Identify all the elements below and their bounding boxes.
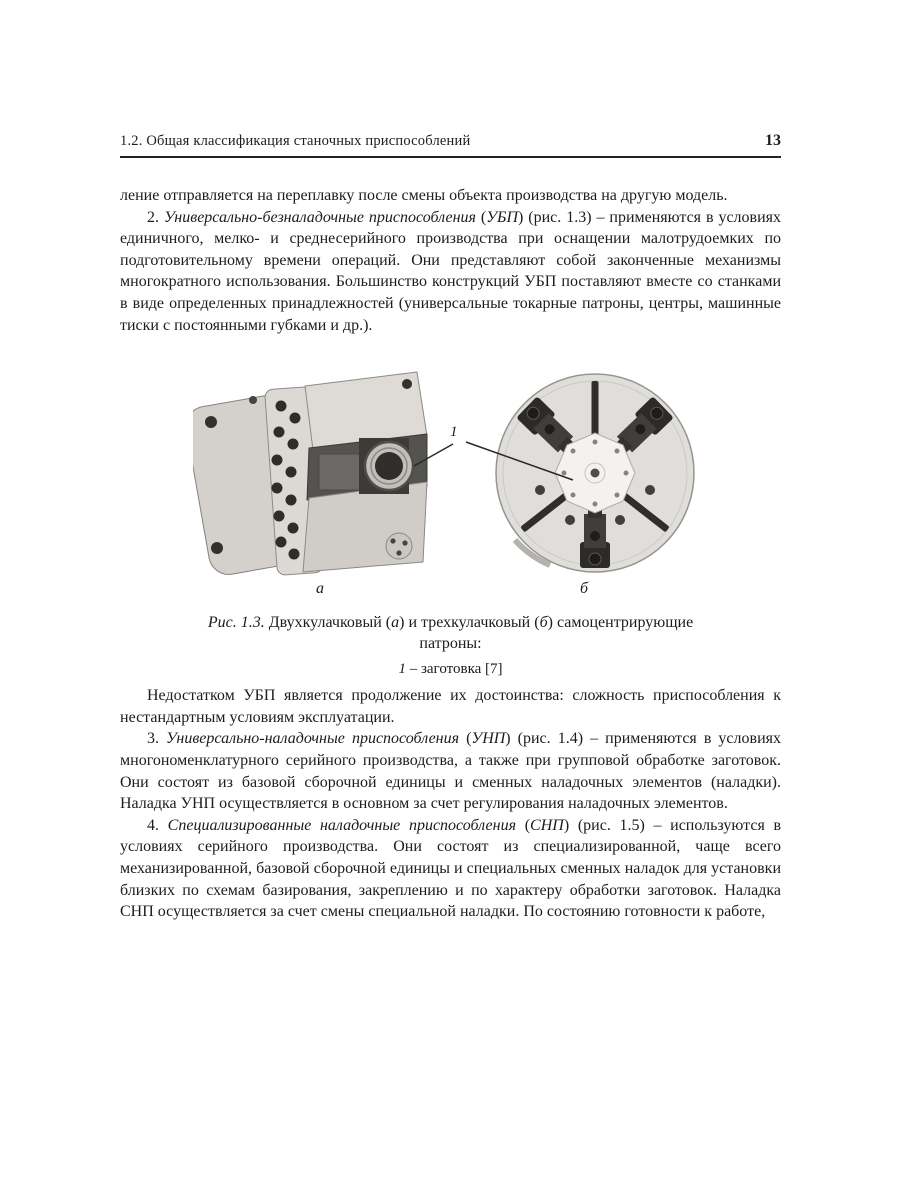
text-run: ) и трехкулачковый ( [399, 614, 540, 632]
text-run: 2. [147, 208, 164, 226]
text-run: 1 [398, 661, 406, 678]
callout-1-label: 1 [450, 424, 458, 441]
text-run: ( [516, 816, 531, 834]
paragraph [120, 207, 781, 337]
text-run: б [539, 614, 548, 632]
figure-caption [191, 612, 711, 654]
figure-caption-block [120, 612, 781, 679]
text-run: Специализированные наладочные приспособления [167, 816, 517, 834]
page-header [120, 132, 781, 158]
text-run: ление отправляется на переплавку после смены объекта производства на другую модель. [120, 187, 728, 204]
text-run: Рис. 1.3. [207, 614, 265, 632]
figure-1-3 [120, 370, 781, 679]
text-run: ( [459, 730, 472, 748]
text-run: УНП [471, 730, 506, 748]
text-run: ( [476, 208, 487, 226]
page-number: 13 [765, 132, 781, 149]
text-run: Универсально-безналадочные приспособления [163, 208, 476, 226]
two-jaw-chuck-photo [193, 370, 433, 582]
figure-label-b: б [580, 580, 589, 598]
body-text-bottom [120, 685, 781, 923]
text-run: Недостатком УБП является продолжение их достоинства: сложность приспособления к нестандартным условиям эксплуатации. [120, 687, 781, 726]
text-run: 4. [147, 816, 168, 834]
text-run: ) самоцентрирующие патроны: [419, 614, 694, 653]
paragraph [120, 815, 781, 923]
text-run: СНП [530, 816, 564, 834]
text-run: УБП [486, 208, 519, 226]
text-run: а [391, 614, 400, 632]
text-run: 3. [147, 730, 167, 748]
paragraph [120, 685, 781, 728]
figure-label-a: а [316, 580, 324, 598]
paragraph [120, 185, 781, 207]
figure-images [120, 370, 781, 606]
text-run: ) (рис. 1.5) – используются в условиях серийного производства. Они состоят из специализированной, чаще всего механизированной, базовой сборочной единицы и специальных сменных наладок для установки близких по схемам базирования, закреплению и по характеру обработки заготовок. Наладка СНП осуществляется за счет смены специальной наладки. По состоянию готовности к работе, [120, 816, 782, 921]
text-run: Универсально-наладочные приспособления [166, 730, 460, 748]
three-jaw-chuck-photo [470, 370, 720, 582]
paragraph [120, 728, 781, 814]
content-column [120, 132, 781, 923]
text-run: – заготовка [7] [405, 661, 503, 678]
text-run: ) (рис. 1.4) – применяются в условиях многономенклатурного серийного производства, а также при групповой обработке заготовок. Они состоят из базовой сборочной единицы и сменных наладочных элементов (наладки). Наладка УНП осуществляется в основном за счет регулирования наладочных элементов. [120, 730, 781, 813]
running-title: 1.2. Общая классификация станочных приспособлений [120, 133, 471, 149]
text-run: Двухкулачковый ( [264, 614, 392, 632]
body-text-top [120, 185, 781, 336]
text-run: ) (рис. 1.3) – применяются в условиях единичного, мелко- и среднесерийного производства при оснащении малотрудоемких по подготовительному времени операций. Они представляют собой законченные механизмы многократного использования. Большинство конструкций УБП поставляют вместе со станками в виде определенных принадлежностей (универсальные токарные патроны, центры, машинные тиски с постоянными губками и др.). [120, 208, 782, 334]
figure-legend [120, 660, 781, 679]
